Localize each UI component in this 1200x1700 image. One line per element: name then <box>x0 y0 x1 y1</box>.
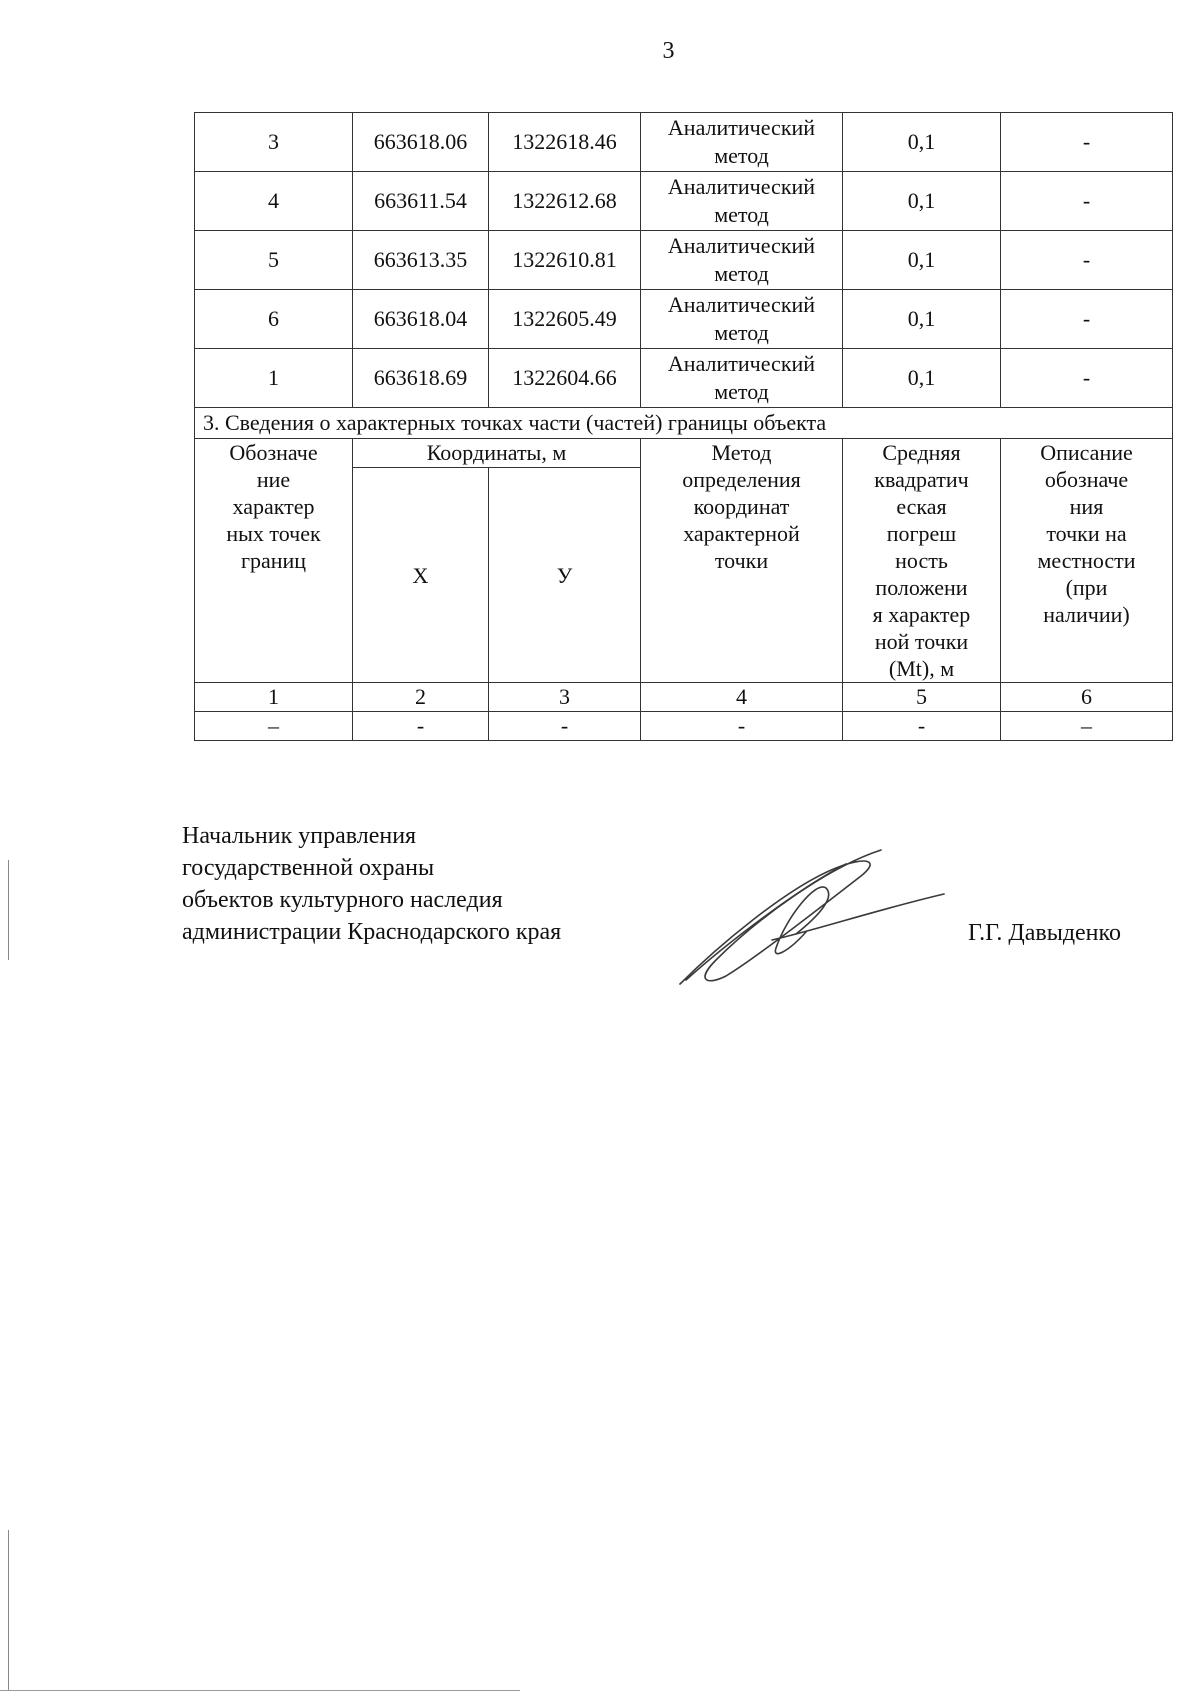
method-cell: Аналитический метод <box>641 290 843 349</box>
method-cell: Аналитический метод <box>641 349 843 408</box>
empty-row <box>195 712 1173 741</box>
y-cell: 1322618.46 <box>489 113 641 172</box>
header-y: У <box>489 468 641 683</box>
column-number: 3 <box>489 683 641 712</box>
column-number: 5 <box>843 683 1001 712</box>
method-cell: Аналитический метод <box>641 172 843 231</box>
table-row <box>195 349 1173 408</box>
signer-position <box>182 820 561 948</box>
column-number: 4 <box>641 683 843 712</box>
description-cell: - <box>1001 113 1173 172</box>
x-cell: 663618.69 <box>353 349 489 408</box>
scan-bottom-rule <box>0 1690 520 1691</box>
header-x: Х <box>353 468 489 683</box>
section-title: 3. Сведения о характерных точках части (частей) границы объекта <box>195 408 1173 439</box>
handwritten-signature <box>676 848 946 988</box>
scan-margin-mark <box>8 1530 9 1690</box>
point-cell: 3 <box>195 113 353 172</box>
description-cell: - <box>1001 349 1173 408</box>
y-cell: 1322612.68 <box>489 172 641 231</box>
header-point: Обозначе ние характер ных точек границ <box>195 439 353 683</box>
y-cell: 1322610.81 <box>489 231 641 290</box>
point-cell: 4 <box>195 172 353 231</box>
method-cell: Аналитический метод <box>641 113 843 172</box>
signer-name: Г.Г. Давыденко <box>968 920 1121 946</box>
position-line: администрации Краснодарского края <box>182 919 562 945</box>
x-cell: 663613.35 <box>353 231 489 290</box>
table-row <box>195 113 1173 172</box>
accuracy-cell: 0,1 <box>843 113 1001 172</box>
point-cell: 5 <box>195 231 353 290</box>
table-row <box>195 172 1173 231</box>
header-accuracy: Средняя квадратич еская погреш ность положени я характер ной точки (Mt), м <box>843 439 1001 683</box>
column-number: 2 <box>353 683 489 712</box>
y-cell: 1322604.66 <box>489 349 641 408</box>
x-cell: 663618.06 <box>353 113 489 172</box>
position-line: объектов культурного наследия <box>182 887 503 913</box>
column-number: 6 <box>1001 683 1173 712</box>
empty-cell: - <box>489 712 641 741</box>
header-coordinates: Координаты, м <box>353 439 641 468</box>
description-cell: - <box>1001 290 1173 349</box>
point-cell: 6 <box>195 290 353 349</box>
column-number-row <box>195 683 1173 712</box>
accuracy-cell: 0,1 <box>843 231 1001 290</box>
header-row <box>195 439 1173 468</box>
empty-cell: - <box>843 712 1001 741</box>
accuracy-cell: 0,1 <box>843 290 1001 349</box>
position-line: государственной охраны <box>182 855 435 881</box>
scan-margin-mark <box>8 860 9 960</box>
description-cell: - <box>1001 231 1173 290</box>
accuracy-cell: 0,1 <box>843 349 1001 408</box>
y-cell: 1322605.49 <box>489 290 641 349</box>
header-method: Метод определения координат характерной точки <box>641 439 843 683</box>
column-number: 1 <box>195 683 353 712</box>
x-cell: 663618.04 <box>353 290 489 349</box>
x-cell: 663611.54 <box>353 172 489 231</box>
empty-cell: - <box>353 712 489 741</box>
point-cell: 1 <box>195 349 353 408</box>
coordinates-table <box>194 112 1173 741</box>
method-cell: Аналитический метод <box>641 231 843 290</box>
header-description: Описание обозначе ния точки на местности (при наличии) <box>1001 439 1173 683</box>
page-number: 3 <box>662 38 675 64</box>
empty-cell: – <box>1001 712 1173 741</box>
empty-cell: – <box>195 712 353 741</box>
table-row <box>195 231 1173 290</box>
position-line: Начальник управления <box>182 823 417 849</box>
accuracy-cell: 0,1 <box>843 172 1001 231</box>
table-row <box>195 290 1173 349</box>
section-title-row <box>195 408 1173 439</box>
empty-cell: - <box>641 712 843 741</box>
description-cell: - <box>1001 172 1173 231</box>
